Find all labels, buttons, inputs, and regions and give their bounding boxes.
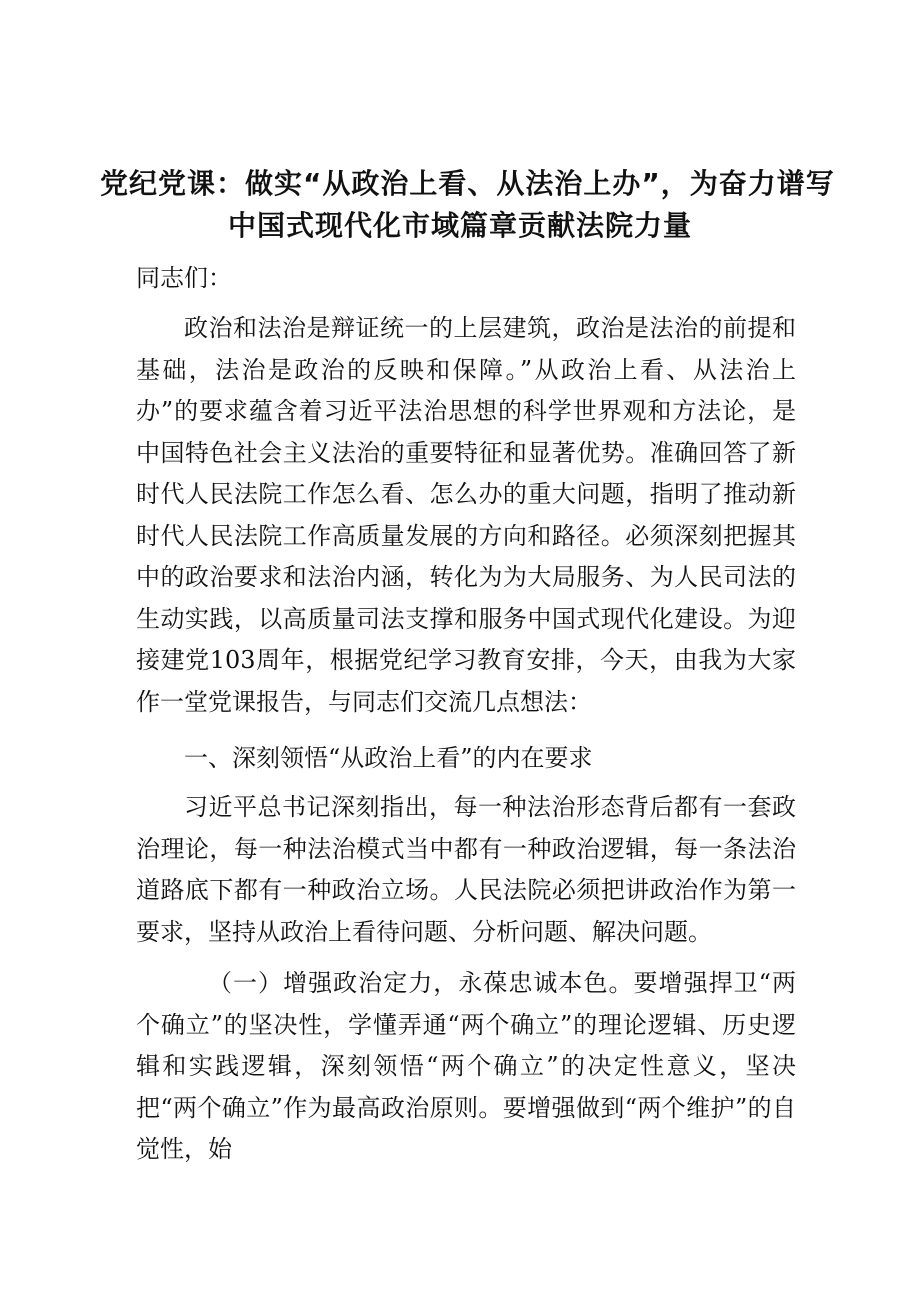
paragraph-subsection-1: （一）增强政治定力，永葆忠诚本色。要增强捍卫“两个确立”的坚决性，学懂弄通“两个确立”的理论逻辑、历史逻辑和实践逻辑，深刻领悟“两个确立”的决定性意义，坚决把“两个确立”作为最高政治原则。要增强做到“两个维护”的自觉性，始 [136, 969, 796, 1163]
paragraph-section-1: 习近平总书记深刻指出，每一种法治形态背后都有一套政治理论，每一种法治模式当中都有一种政治逻辑，每一条法治道路底下都有一种政治立场。人民法院必须把讲政治作为第一要求，坚持从政治上看待问题、分析问题、解决问题。 [136, 793, 796, 946]
paragraph-intro: 政治和法治是辩证统一的上层建筑，政治是法治的前提和基础，法治是政治的反映和保障。”从政治上看、从法治上办”的要求蕴含着习近平法治思想的科学世界观和方法论，是中国特色社会主义法治的重要特征和显著优势。准确回答了新时代人民法院工作怎么看、怎么办的重大问题，指明了推动新时代人民法院工作高质量发展的方向和路径。必须深刻把握其中的政治要求和法治内涵，转化为为大局服务、为人民司法的生动实践，以高质量司法支撑和服务中国式现代化建设。为迎接建党103周年，根据党纪学习教育安排，今天，由我为大家作一堂党课报告，与同志们交流几点想法： [136, 314, 796, 716]
document-title-line-2: 中国式现代化市域篇章贡献法院力量 [227, 209, 692, 242]
section-heading-1: 一、深刻领悟“从政治上看”的内在要求 [184, 744, 593, 772]
document-title-line-1: 党纪党课：做实“从政治上看、从法治上办”，为奋力谱写 [100, 167, 835, 200]
salutation: 同志们： [136, 264, 232, 292]
